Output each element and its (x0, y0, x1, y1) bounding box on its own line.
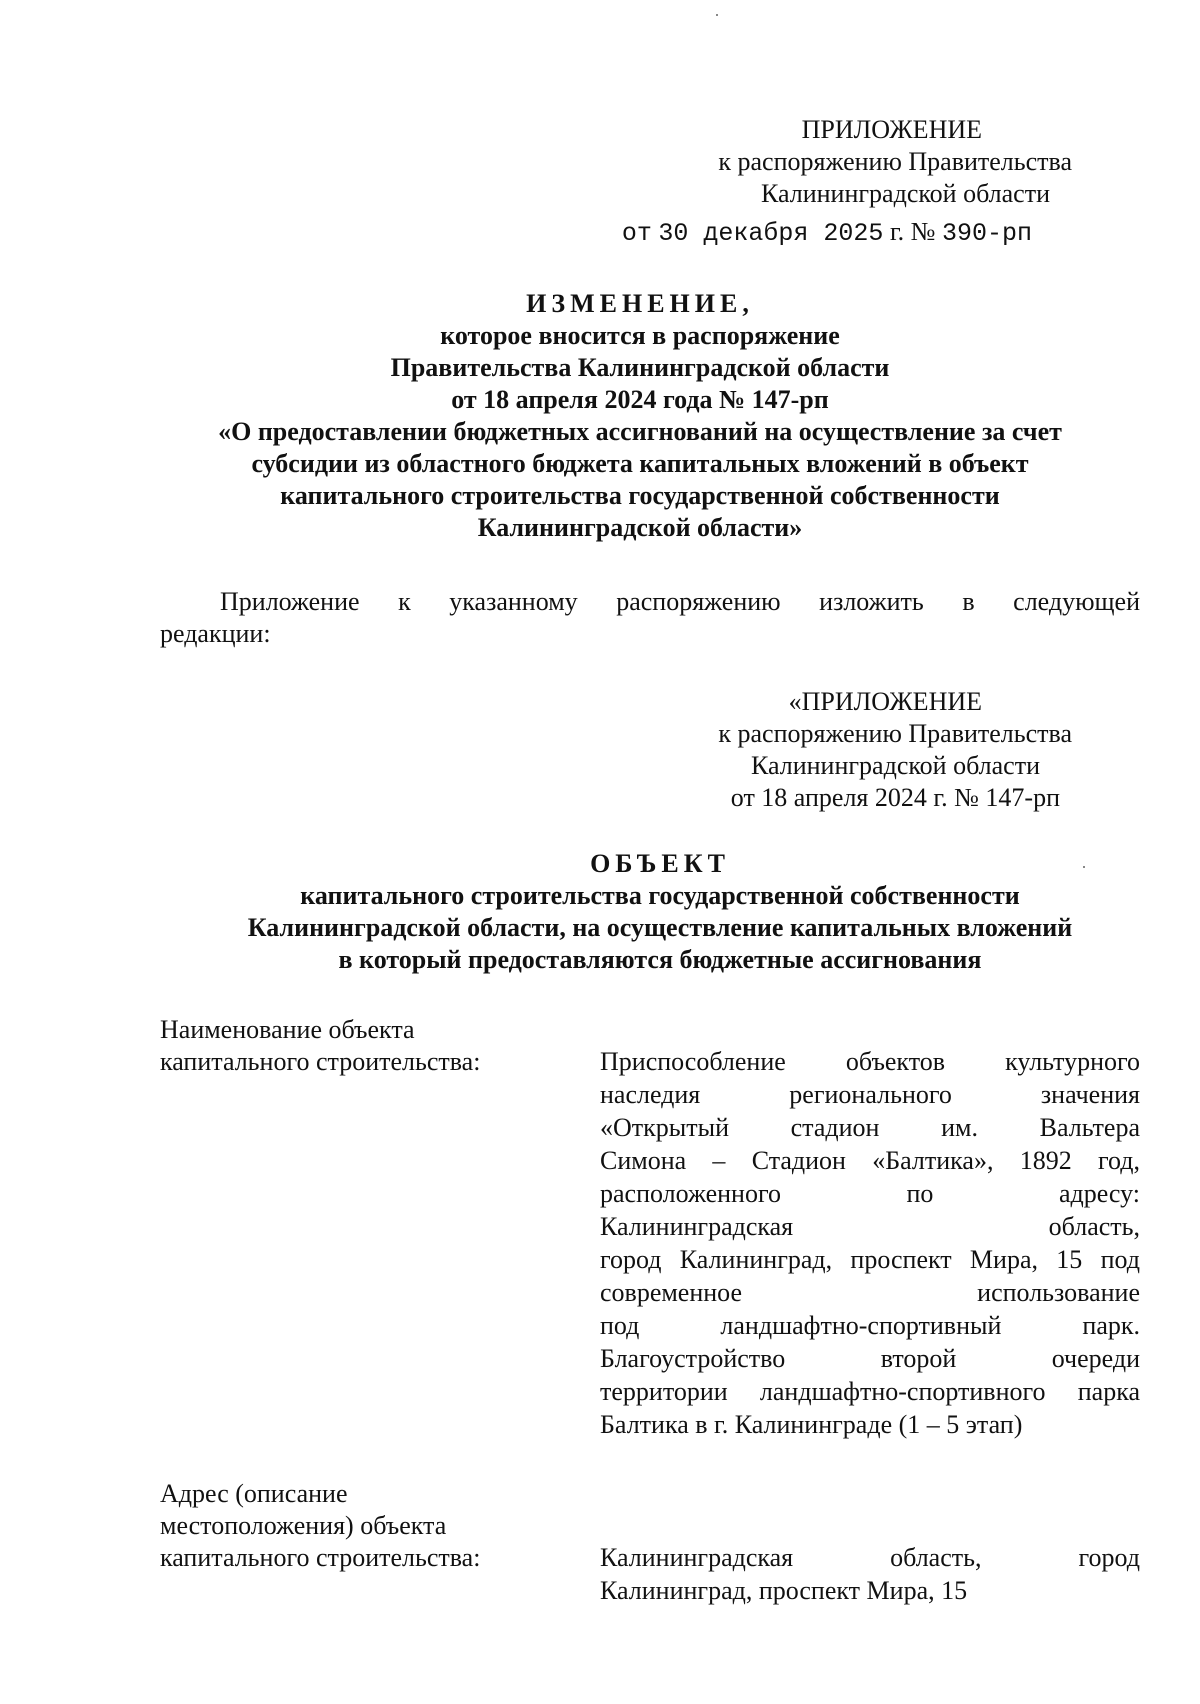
change-heading-line: которое вносится в распоряжение (440, 321, 840, 350)
address-field-label (160, 1478, 530, 1574)
new-appendix-line-2: Калининградской области (750, 751, 1040, 780)
instruction-line-1: Приложение к указанному распоряжению изложить в следующей (220, 587, 1140, 616)
value-line: Калининград, проспект Мира, 15 (600, 1576, 968, 1605)
scan-speck (716, 14, 718, 16)
label-line: местоположения) объекта (160, 1511, 447, 1540)
change-title: ИЗМЕНЕНИЕ, (526, 289, 754, 318)
value-line: «Открытый стадион им. Вальтера (600, 1113, 1140, 1142)
new-appendix-header (718, 686, 1072, 814)
value-line: Симона – Стадион «Балтика», 1892 год, (600, 1146, 1140, 1175)
instruction-line-2: редакции: (160, 619, 271, 648)
value-line: Благоустройство второй очереди (600, 1344, 1140, 1373)
change-heading (150, 288, 1130, 544)
appendix-header (622, 114, 1072, 250)
value-line: наследия регионального значения (600, 1080, 1140, 1109)
number-value: 390-рп (941, 219, 1032, 248)
object-heading-line: Калининградской области, на осуществление капитальных вложений (247, 913, 1073, 942)
object-heading-line: капитального строительства государственной собственности (300, 881, 1020, 910)
appendix-line-1: к распоряжению Правительства (718, 147, 1072, 176)
label-line: капитального строительства: (160, 1047, 481, 1076)
appendix-line-2: Калининградской области (760, 179, 1050, 208)
value-line: Калининградская область, город (600, 1543, 1140, 1572)
value-line: Приспособление объектов культурного (600, 1047, 1140, 1076)
instruction-paragraph (160, 586, 1140, 650)
new-appendix-line-3: от 18 апреля 2024 г. № 147-рп (730, 783, 1060, 812)
value-line: город Калининград, проспект Мира, 15 под (600, 1245, 1140, 1274)
value-line: территории ландшафтно-спортивного парка (600, 1377, 1140, 1406)
change-heading-line: капитального строительства государственной собственности (280, 481, 1000, 510)
object-title: ОБЪЕКТ (590, 849, 730, 878)
value-line: современное использование (600, 1278, 1140, 1307)
address-field-value (600, 1541, 1140, 1607)
value-line: Балтика в г. Калининграде (1 – 5 этап) (600, 1410, 1023, 1439)
name-field-value (600, 1045, 1140, 1441)
new-appendix-line-1: к распоряжению Правительства (718, 719, 1072, 748)
value-line: под ландшафтно-спортивный парк. (600, 1311, 1140, 1340)
new-appendix-title: «ПРИЛОЖЕНИЕ (788, 687, 982, 716)
label-line: Адрес (описание (160, 1479, 348, 1508)
value-line: расположенного по адресу: (600, 1179, 1140, 1208)
date-prefix: от (621, 219, 652, 248)
object-heading-line: в который предоставляются бюджетные ассигнования (338, 945, 982, 974)
change-heading-line: «О предоставлении бюджетных ассигнований на осуществление за счет (218, 417, 1062, 446)
appendix-title: ПРИЛОЖЕНИЕ (801, 115, 982, 144)
change-heading-line: от 18 апреля 2024 года № 147-рп (451, 385, 829, 414)
appendix-date-line (622, 216, 1072, 250)
name-field-label (160, 1014, 530, 1078)
number-label: г. № (889, 217, 936, 246)
change-heading-line: Правительства Калининградской области (390, 353, 890, 382)
date-value: 30 декабря 2025 (658, 219, 884, 248)
value-line: Калининградская область, (600, 1212, 1140, 1241)
change-heading-line: Калининградской области» (477, 513, 803, 542)
label-line: капитального строительства: (160, 1543, 481, 1572)
label-line: Наименование объекта (160, 1015, 415, 1044)
object-heading (170, 848, 1150, 976)
change-heading-line: субсидии из областного бюджета капитальных вложений в объект (251, 449, 1029, 478)
